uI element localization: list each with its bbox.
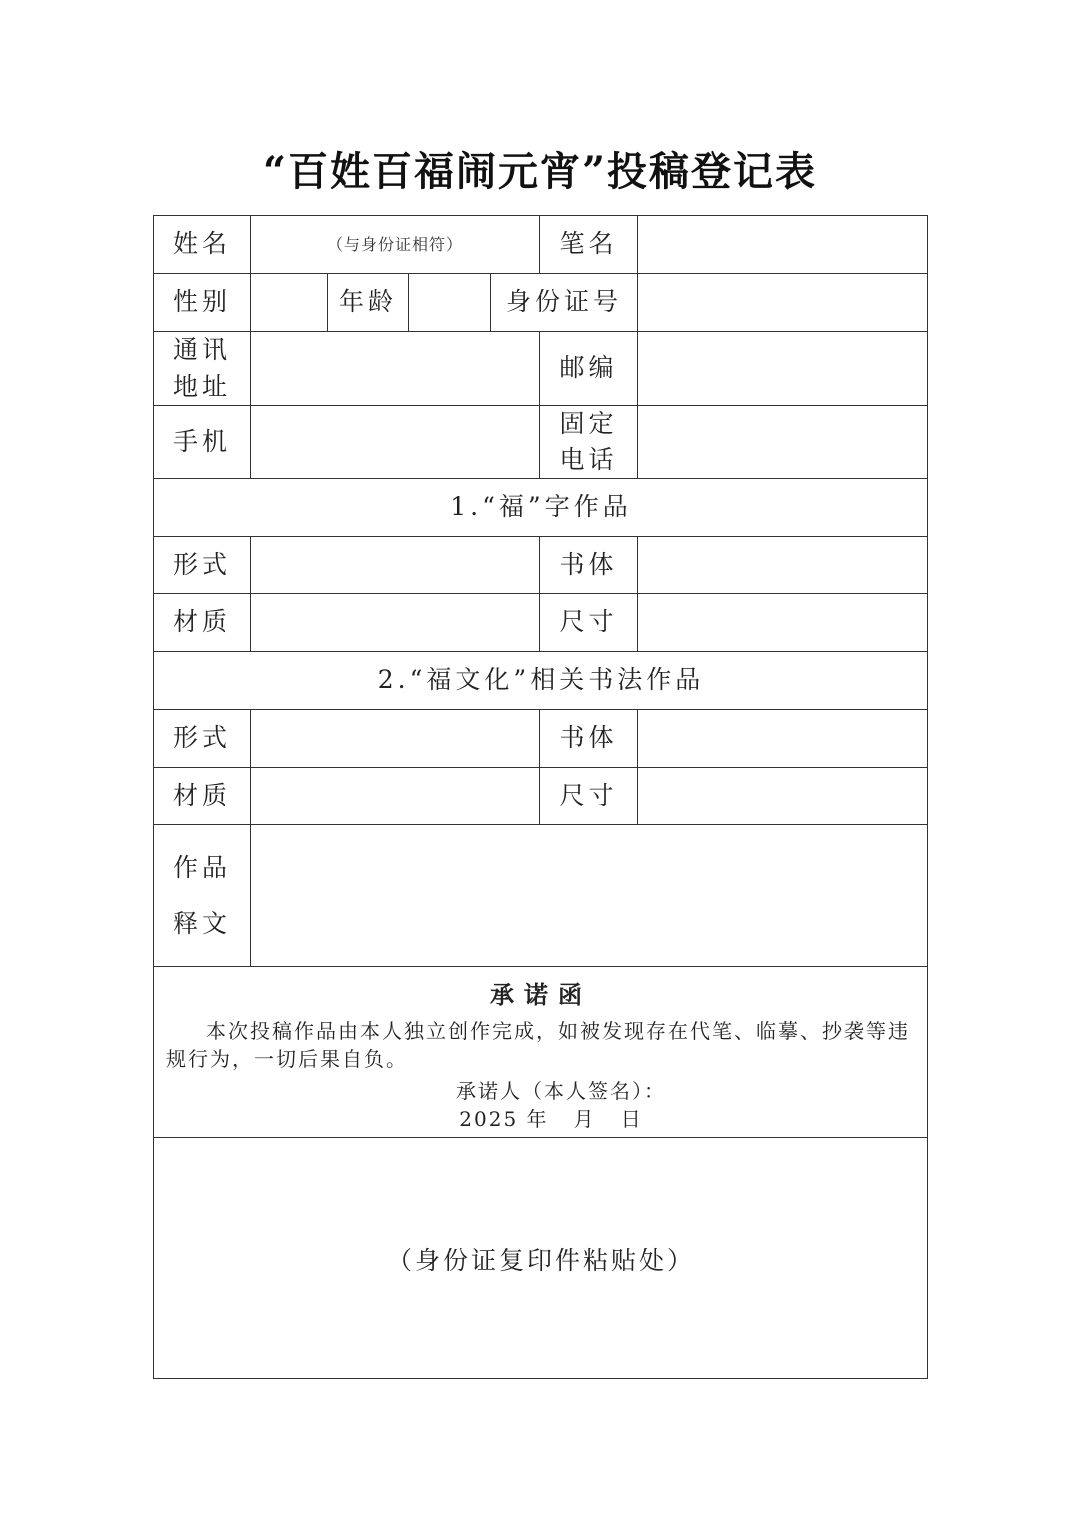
- label-id-number: 身份证号: [490, 273, 637, 331]
- section1-label-size: 尺寸: [539, 593, 637, 651]
- pen-name-field[interactable]: [637, 215, 928, 273]
- label-age: 年龄: [327, 273, 408, 331]
- section1-label-form: 形式: [153, 536, 250, 593]
- id-copy-area[interactable]: [153, 1137, 928, 1379]
- section2-label-script: 书体: [539, 709, 637, 767]
- name-hint: （与身份证相符）: [326, 234, 463, 254]
- mobile-field[interactable]: [250, 405, 539, 478]
- form-title: “百姓百福闹元宵”投稿登记表: [262, 148, 817, 195]
- pledge-section: [153, 966, 928, 1137]
- section1-script-field[interactable]: [637, 536, 928, 593]
- section1-size-field[interactable]: [637, 593, 928, 651]
- label-landline-line2: 电话: [559, 445, 618, 474]
- section2-script-field[interactable]: [637, 709, 928, 767]
- interpretation-field[interactable]: [250, 824, 928, 966]
- label-landline-line1: 固定: [559, 408, 618, 438]
- label-interpretation-line2: 释文: [172, 908, 231, 938]
- label-address-line2: 地址: [172, 371, 231, 401]
- landline-field[interactable]: [637, 405, 928, 478]
- label-gender: 性别: [153, 273, 250, 331]
- label-name: 姓名: [153, 215, 250, 273]
- label-postcode: 邮编: [539, 331, 637, 405]
- section2-label-material: 材质: [153, 767, 250, 824]
- age-field[interactable]: [408, 273, 490, 331]
- section1-material-field[interactable]: [250, 593, 539, 651]
- gender-field[interactable]: [250, 273, 327, 331]
- pledge-body: 本次投稿作品由本人独立创作完成，如被发现存在代笔、临摹、抄袭等违规行为，一切后果自负。: [166, 1019, 910, 1071]
- section2-form-field[interactable]: [250, 709, 539, 767]
- postcode-field[interactable]: [637, 331, 928, 405]
- section2-label-form: 形式: [153, 709, 250, 767]
- id-copy-label: （身份证复印件粘贴处）: [386, 1245, 695, 1275]
- section2-heading: 2.“福文化”相关书法作品: [153, 651, 928, 709]
- section1-label-script: 书体: [539, 536, 637, 593]
- address-field[interactable]: [250, 331, 539, 405]
- section1-form-field[interactable]: [250, 536, 539, 593]
- pledge-signer[interactable]: 承诺人（本人签名）：: [456, 1079, 666, 1103]
- label-interpretation-line1: 作品: [172, 852, 231, 882]
- id-number-field[interactable]: [637, 273, 928, 331]
- section2-label-size: 尺寸: [539, 767, 637, 824]
- section2-material-field[interactable]: [250, 767, 539, 824]
- label-mobile: 手机: [153, 405, 250, 478]
- section2-size-field[interactable]: [637, 767, 928, 824]
- label-pen-name: 笔名: [539, 215, 637, 273]
- pledge-date[interactable]: 2025 年 月 日: [459, 1107, 643, 1131]
- name-field[interactable]: [250, 215, 539, 273]
- label-address: [153, 331, 250, 405]
- section1-heading: 1.“福”字作品: [153, 478, 928, 536]
- label-interpretation: [153, 824, 250, 966]
- section1-label-material: 材质: [153, 593, 250, 651]
- label-landline: [539, 405, 637, 478]
- label-address-line1: 通讯: [172, 335, 231, 365]
- pledge-title: 承诺函: [490, 980, 592, 1009]
